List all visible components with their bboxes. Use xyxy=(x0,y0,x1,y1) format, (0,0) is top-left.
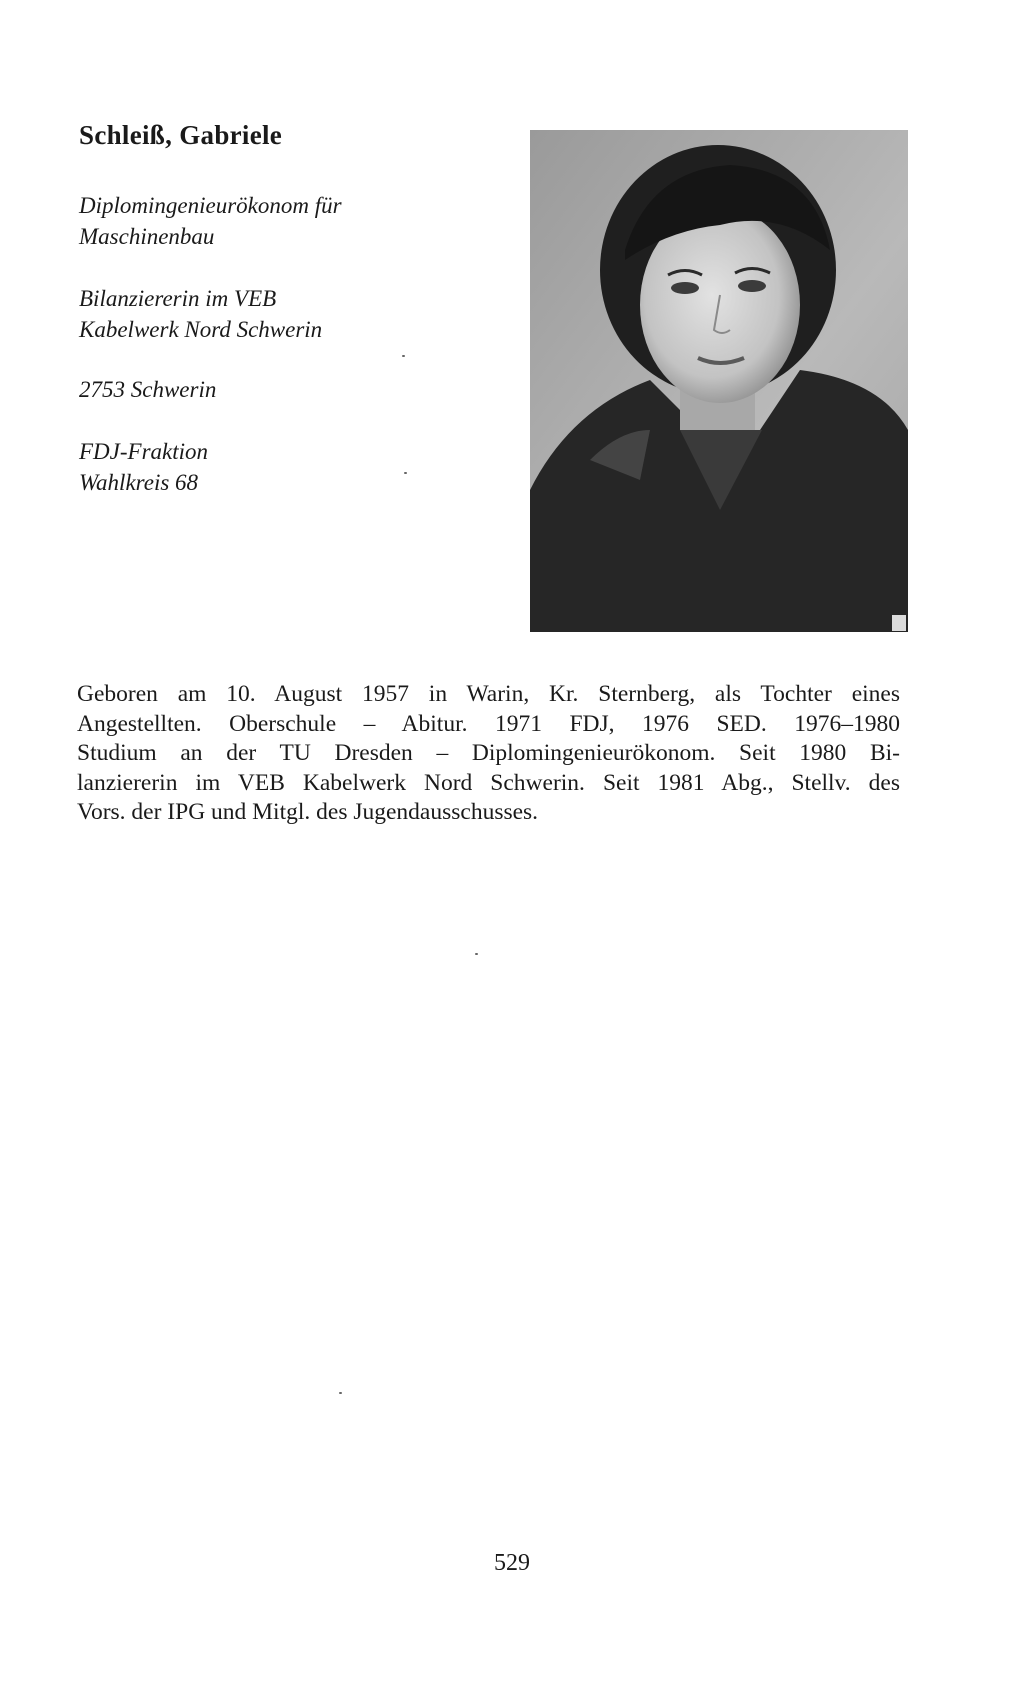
page-number: 529 xyxy=(494,1550,530,1576)
faction xyxy=(79,436,509,498)
city-line: 2753 Schwerin xyxy=(79,377,217,402)
person-name: Schleiß, Gabriele xyxy=(79,120,283,150)
biography-line: Angestellten. Oberschule – Abitur. 1971 FDJ, 1976 SED. 1976–1980 xyxy=(77,710,900,737)
faction-line: FDJ-Fraktion xyxy=(79,439,209,464)
position-line: Kabelwerk Nord Schwerin xyxy=(79,317,323,342)
constituency-line: Wahlkreis 68 xyxy=(79,470,199,495)
print-speck xyxy=(402,355,405,357)
biography-line: Vors. der IPG und Mitgl. des Jugendausschusses. xyxy=(77,799,539,825)
biography-line: Studium an der TU Dresden – Diplomingenieurökonom. Seit 1980 Bi- xyxy=(77,740,900,766)
portrait-photo xyxy=(530,130,908,632)
print-speck xyxy=(475,953,478,955)
print-speck xyxy=(339,1392,342,1394)
position-line: Bilanziererin im VEB xyxy=(79,286,277,311)
qualification-line: Maschinenbau xyxy=(79,224,215,249)
biography-line: Geboren am 10. August 1957 in Warin, Kr. Sternberg, als Tochter eines xyxy=(77,681,900,707)
qualification xyxy=(79,190,509,252)
portrait-illustration xyxy=(530,130,908,632)
biography-line: lanziererin im VEB Kabelwerk Nord Schwerin. Seit 1981 Abg., Stellv. des xyxy=(77,769,900,796)
biography xyxy=(77,680,900,828)
job-position xyxy=(79,283,509,345)
city xyxy=(79,374,509,405)
print-speck xyxy=(404,472,407,474)
qualification-line: Diplomingenieurökonom für xyxy=(79,193,342,218)
